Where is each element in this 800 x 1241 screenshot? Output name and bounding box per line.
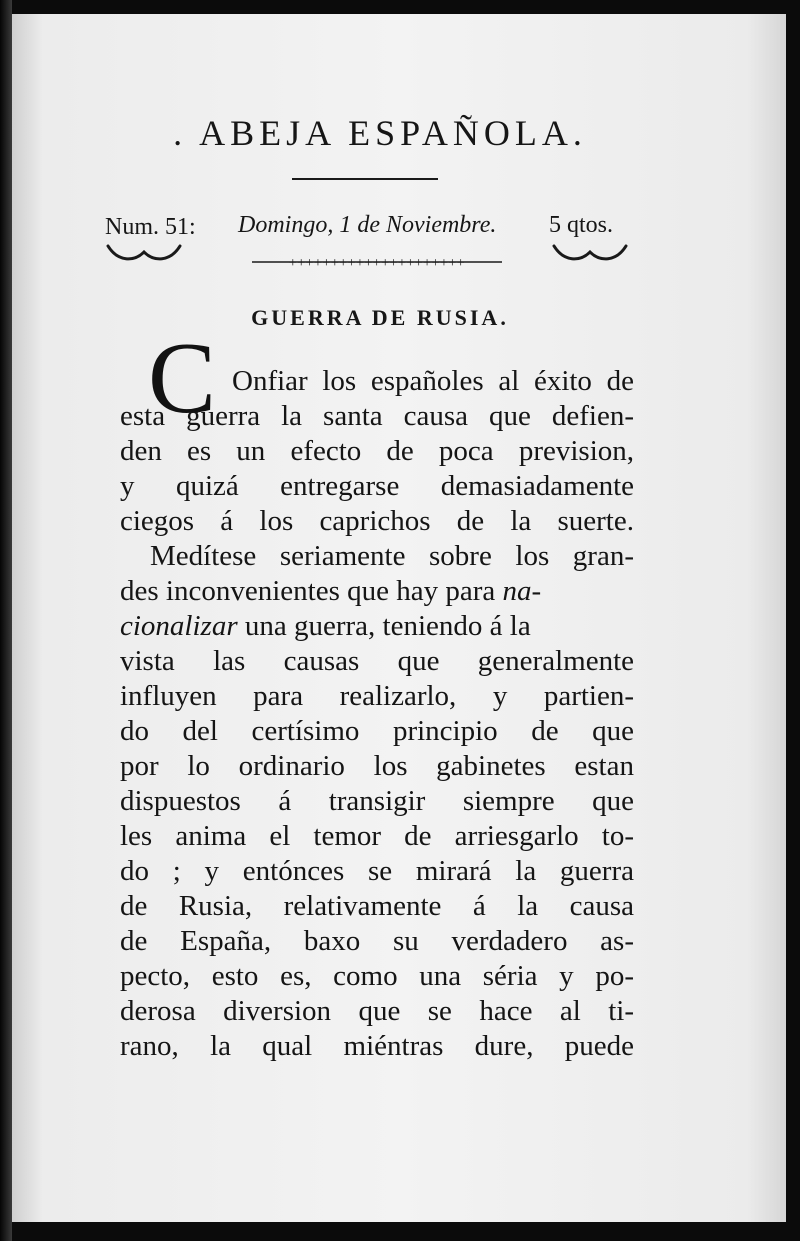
text-line-9: vista las causas que generalmente bbox=[120, 645, 634, 677]
text-line-15: do ; y entónces se mirará la guerra bbox=[120, 855, 634, 887]
text-line-10: influyen para realizarlo, y partien- bbox=[120, 680, 634, 712]
text-line-4: y quizá entregarse demasiadamente bbox=[120, 470, 634, 502]
article-title: GUERRA DE RUSIA. bbox=[251, 305, 509, 330]
text-line-3: den es un efecto de poca prevision, bbox=[120, 435, 634, 467]
drop-cap: C bbox=[148, 322, 217, 435]
text-line-7-italic: na- bbox=[502, 575, 542, 607]
text-line-17: de España, baxo su verdadero as- bbox=[120, 925, 634, 957]
text-line-7-roman: des inconvenientes que hay para bbox=[120, 575, 503, 607]
swash-ornament-left bbox=[104, 240, 184, 266]
text-line-8-roman: una guerra, teniendo á la bbox=[237, 610, 531, 642]
text-line-14: les anima el temor de arriesgarlo to- bbox=[120, 820, 634, 852]
text-line-6: Medítese seriamente sobre los gran- bbox=[150, 540, 634, 572]
ornament-crosses: +++++++++++++++++++++ bbox=[288, 256, 466, 269]
text-line-7 bbox=[120, 574, 541, 608]
text-line-16: de Rusia, relativamente á la causa bbox=[120, 890, 634, 922]
text-line-11: do del certísimo principio de que bbox=[120, 715, 634, 747]
text-line-19: derosa diversion que se hace al ti- bbox=[120, 995, 634, 1027]
text-line-5: ciegos á los caprichos de la suerte. bbox=[120, 505, 634, 537]
newspaper-title: . ABEJA ESPAÑOLA. bbox=[173, 113, 587, 153]
text-line-18: pecto, esto es, como una séria y po- bbox=[120, 960, 634, 992]
text-line-8 bbox=[120, 609, 531, 643]
text-line-20: rano, la qual miéntras dure, puede bbox=[120, 1030, 634, 1062]
text-line-12: por lo ordinario los gabinetes estan bbox=[120, 750, 634, 782]
issue-number: Num. 51: bbox=[105, 214, 196, 240]
ornamental-divider bbox=[252, 255, 502, 269]
text-line-8-italic: cionalizar bbox=[120, 610, 238, 642]
issue-price: 5 qtos. bbox=[549, 212, 614, 238]
book-spine-shadow bbox=[0, 0, 12, 1241]
text-line-2: esta guerra la santa causa que defien- bbox=[120, 400, 634, 432]
issue-date: Domingo, 1 de Noviembre. bbox=[238, 212, 497, 238]
swash-ornament-right bbox=[550, 240, 630, 266]
text-line-1: Onfiar los españoles al éxito de bbox=[232, 365, 634, 397]
text-line-13: dispuestos á transigir siempre que bbox=[120, 785, 634, 817]
title-rule bbox=[292, 178, 438, 180]
